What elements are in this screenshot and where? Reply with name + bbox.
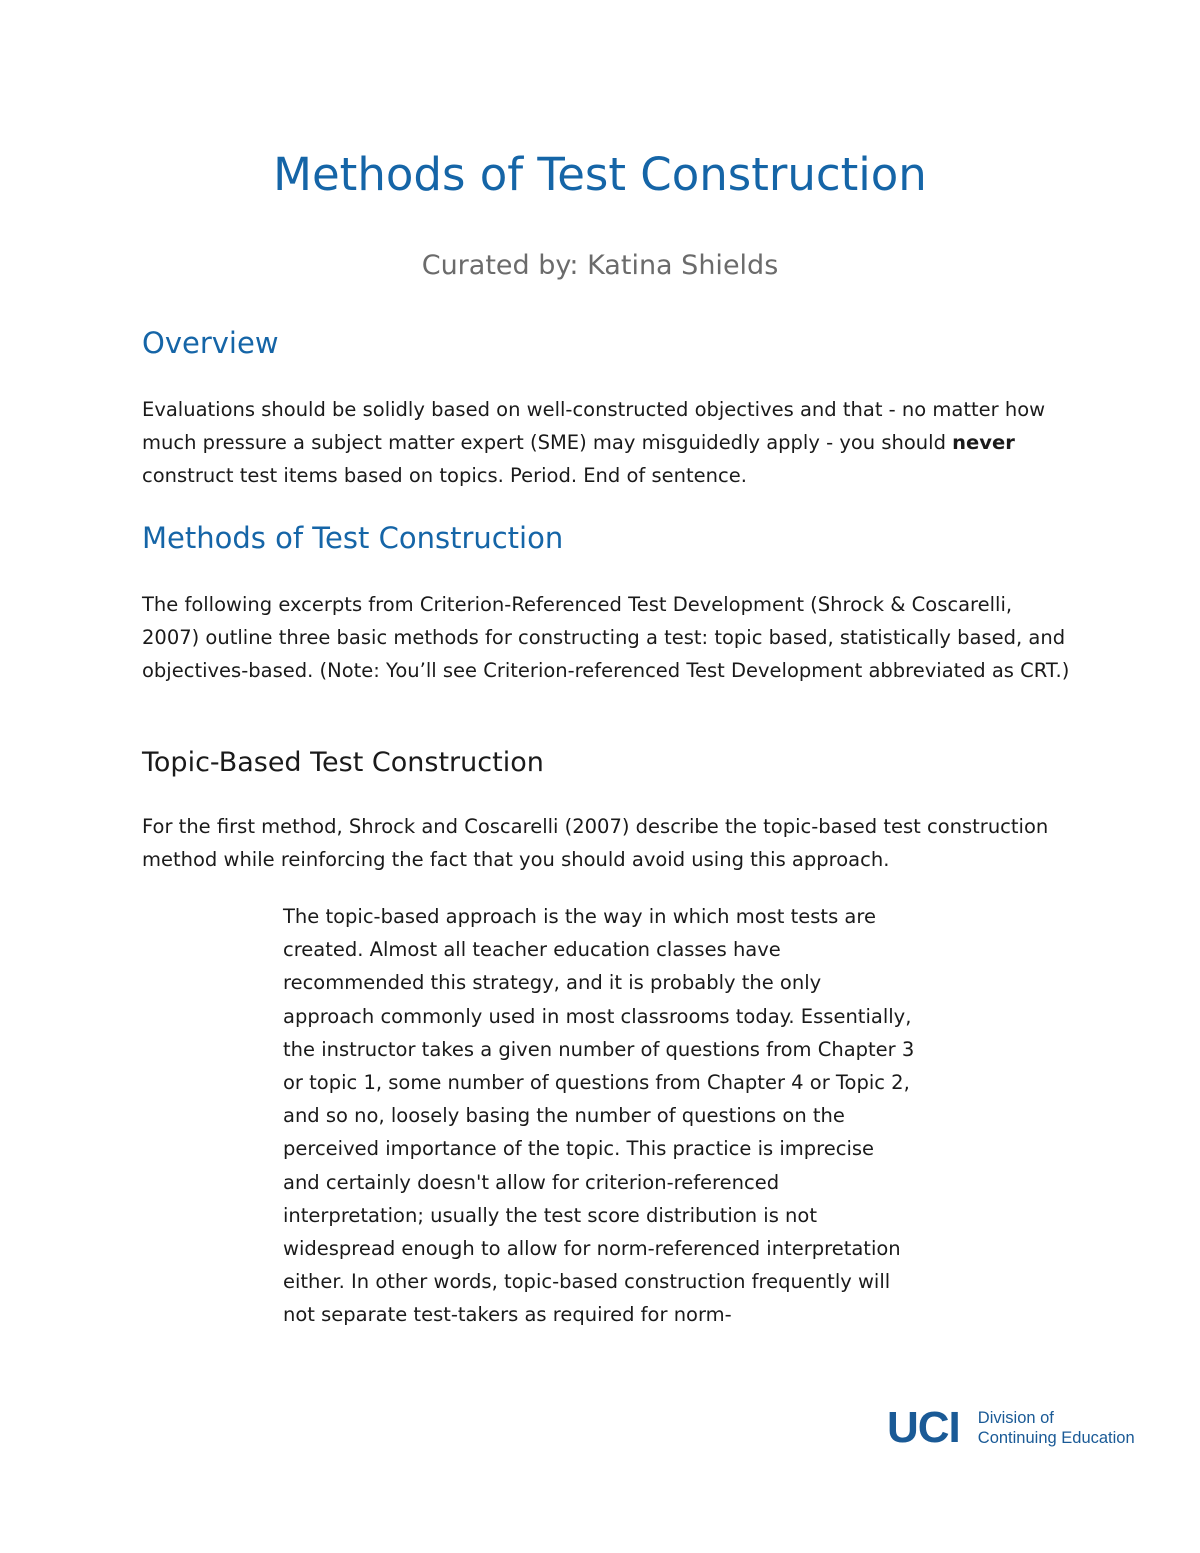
- overview-emphasis: never: [952, 431, 1015, 454]
- uci-logo: [887, 1403, 1135, 1452]
- overview-text-start: Evaluations should be solidly based on well-constructed objectives and that - no matter how much pressure a subject matter expert (SME) may misguidedly apply - you should: [142, 398, 1046, 454]
- page-title: Methods of Test Construction: [273, 148, 927, 201]
- topic-based-paragraph: For the first method, Shrock and Coscarelli (2007) describe the topic-based test construction method while reinforcing the fact that you should avoid using this approach.: [142, 815, 1049, 871]
- uci-logo-text: [978, 1408, 1135, 1448]
- topic-based-heading: Topic-Based Test Construction: [142, 747, 544, 778]
- topic-based-quote: The topic-based approach is the way in which most tests are created. Almost all teacher education classes have recommended this strategy, and it is probably the only approach commonly used in most classrooms today. Essentially, the instructor takes a given number of questions from Chapter 3 or topic 1, some number of questions from Chapter 4 or Topic 2, and so no, loosely basing the number of questions on the perceived importance of the topic. This practice is imprecise and certainly doesn't allow for criterion-referenced interpretation; usually the test score distribution is not widespread enough to allow for norm-referenced interpretation either. In other words, topic-based construction frequently will not separate test-takers as required for norm-: [283, 905, 915, 1327]
- overview-paragraph: [142, 393, 1062, 492]
- methods-heading: Methods of Test Construction: [142, 521, 564, 555]
- uci-logo-mark: UCI: [887, 1403, 960, 1452]
- overview-heading: Overview: [142, 326, 279, 360]
- uci-logo-line-2: Continuing Education: [977, 1429, 1135, 1447]
- methods-paragraph: The following excerpts from Criterion-Referenced Test Development (Shrock & Coscarelli, 2007) outline three basic methods for constructing a test: topic based, statistically based, and objectives-based. (Note: You’ll see Criterion-referenced Test Development abbreviated as CRT.): [142, 593, 1070, 682]
- overview-text-end: construct test items based on topics. Period. End of sentence.: [142, 464, 747, 487]
- uci-logo-line-1: Division of: [977, 1409, 1054, 1427]
- curator-line: Curated by: Katina Shields: [421, 250, 779, 281]
